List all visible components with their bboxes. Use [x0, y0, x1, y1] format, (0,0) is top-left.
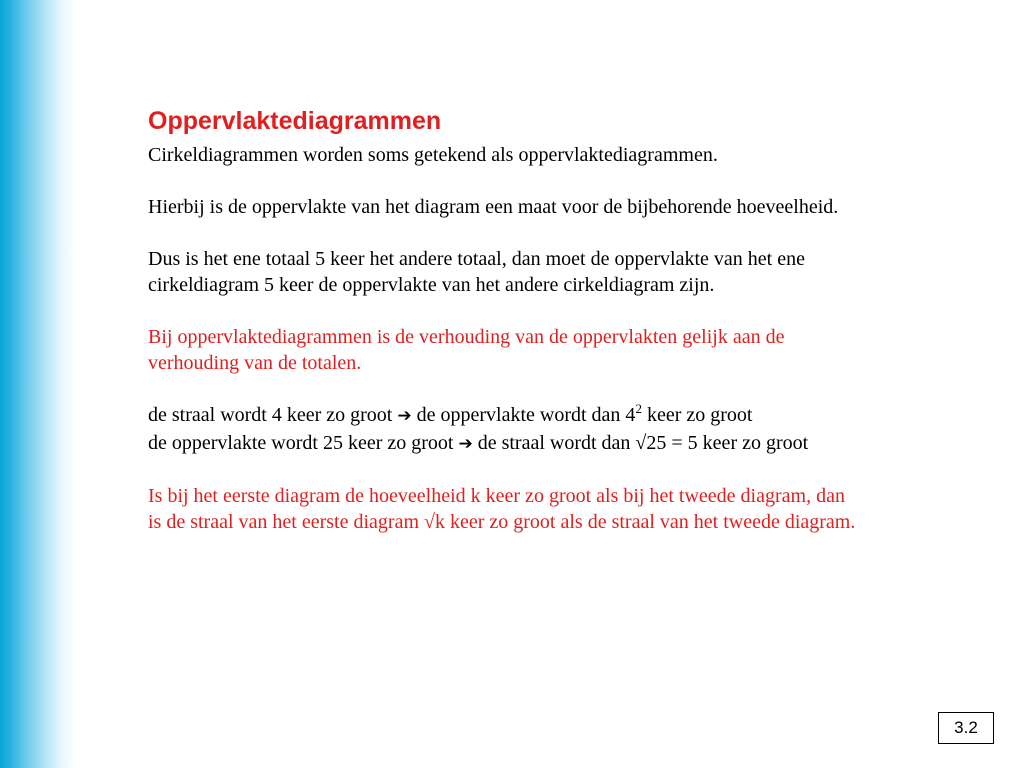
radius-to-area-example [148, 402, 1014, 430]
decorative-side-bar [0, 0, 78, 768]
slide-number-badge: 3.2 [938, 712, 994, 744]
example-paragraph-line-1: Dus is het ene totaal 5 keer het andere totaal, dan moet de oppervlakte van het ene [148, 248, 805, 270]
rule-ratio-line-1: Bij oppervlaktediagrammen is de verhouding van de oppervlakten gelijk aan de [148, 326, 785, 348]
area-example-text: de oppervlakte wordt 25 keer zo groot [148, 432, 454, 454]
slide-title: Oppervlaktediagrammen [148, 107, 442, 135]
exponent: 2 [635, 401, 642, 416]
area-to-radius-example [148, 430, 1014, 457]
rule-ratio-line-2: verhouding van de totalen. [148, 352, 362, 374]
slide-content [148, 104, 1014, 535]
radius-result-text: de straal wordt dan √25 = 5 keer zo groot [477, 432, 809, 454]
times-larger-text: keer zo groot [646, 404, 753, 426]
arrow-right-icon: ➔ [458, 434, 473, 454]
rule-radius-line-2: is de straal van het eerste diagram √k keer zo groot als de straal van het tweede diagram. [148, 511, 856, 533]
example-paragraph-line-2: cirkeldiagram 5 keer de oppervlakte van het andere cirkeldiagram zijn. [148, 274, 715, 296]
rule-radius-line-1: Is bij het eerste diagram de hoeveelheid k keer zo groot als bij het tweede diagram, dan [148, 485, 845, 507]
intro-paragraph: Cirkeldiagrammen worden soms getekend als oppervlaktediagrammen. [148, 144, 718, 166]
radius-example-text: de straal wordt 4 keer zo groot [148, 404, 393, 426]
area-measure-paragraph: Hierbij is de oppervlakte van het diagram een maat voor de bijbehorende hoeveelheid. [148, 196, 839, 218]
arrow-right-icon: ➔ [397, 406, 412, 426]
area-result-text: de oppervlakte wordt dan 4 [416, 404, 636, 426]
